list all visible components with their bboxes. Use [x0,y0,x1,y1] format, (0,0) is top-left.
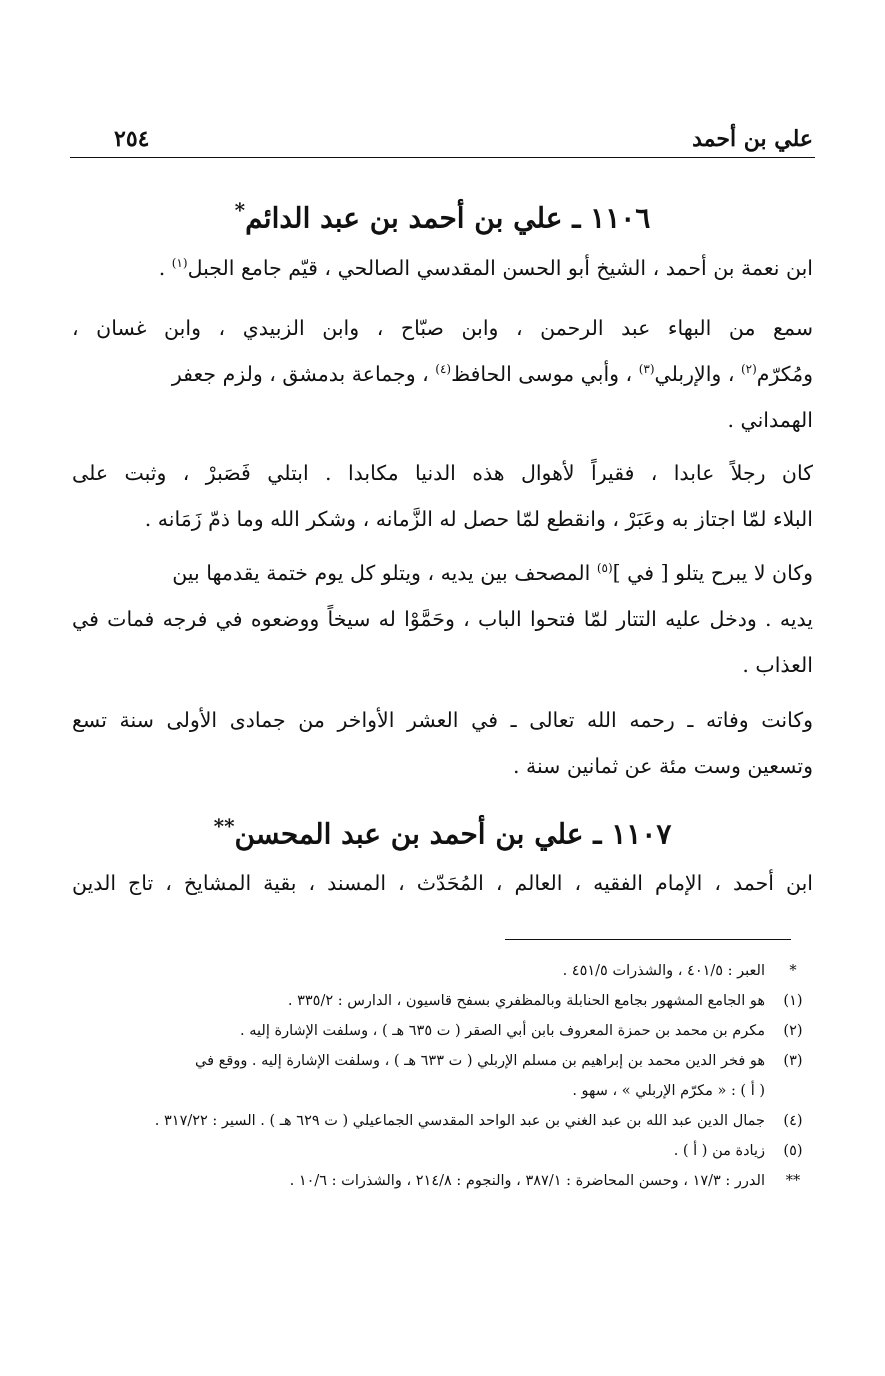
paragraph-line: البلاء لمّا اجتاز به وعَبَرْ ، وانقطع لمّا حصل له الزَّمانه ، وشكر الله وما ذمّ زَمَانه . [144,507,813,531]
footnote-text: جمال الدين عبد الله بن عبد الغني بن عبد الواحد المقدسي الجماعيلي ( ت ٦٢٩ هـ ) . السير : ٣١٧/٢٢ . [154,1113,765,1129]
line-text: وكان لا يبرح يتلو [ في ] [612,561,813,585]
entry-title-1107 [72,806,813,854]
footnote-ref: (٢) [740,362,757,377]
footnote-text: الدرر : ١٧/٣ ، وحسن المحاضرة : ٣٨٧/١ ، والنجوم : ٢١٤/٨ ، والشذرات : ١٠/٦ . [289,1173,765,1189]
paragraph-line: وتسعين وست مئة عن ثمانين سنة . [512,754,813,778]
line-text: ، وأبي موسى الحافظ [451,362,639,386]
entry-title-text: ١١٠٧ ـ علي بن أحمد بن عبد المحسن [234,817,672,851]
footnote-key: (٥) [783,1143,803,1159]
footnote-ref: (٣) [638,362,655,377]
entry-title-1106 [72,190,813,238]
footnote-key: ** [785,1173,801,1189]
paragraph-line [72,550,813,596]
paragraph-1107-intro [72,860,813,906]
footnotes [72,956,813,1196]
entry-title-text: ١١٠٦ ـ علي بن أحمد بن عبد الدائم [245,201,651,235]
paragraph-death-date [72,697,813,789]
footnote [72,956,813,986]
entry-title-mark: ** [213,814,235,838]
footnote [72,1166,813,1196]
footnote-key: (٤) [783,1113,803,1129]
footnote-ref: (٥) [596,561,613,576]
paragraph-line: ابن أحمد ، الإمام الفقيه ، العالم ، المُحَدّث ، المسند ، بقية المشايخ ، تاج الدين [72,871,813,895]
line-text: ابن نعمة بن أحمد ، الشيخ أبو الحسن المقدسي الصالحي ، قيّم جامع الجبل [187,256,813,280]
footnote-key: (٣) [783,1053,803,1069]
footnote [72,1016,813,1046]
line-text: ومُكرّم [756,362,813,386]
footnote [72,1106,813,1136]
line-text: . [158,256,172,280]
paragraph-death-account [72,550,813,688]
footnote-text: هو فخر الدين محمد بن إبراهيم بن مسلم الإربلي ( ت ٦٣٣ هـ ) ، وسلفت الإشارة إليه . ووقع في [195,1053,765,1069]
paragraph-line: كان رجلاً عابدا ، فقيراً لأهوال هذه الدنيا مكابدا . ابتلي فَصَبرْ ، وثبت على [72,461,813,485]
footnote-ref: (٤) [435,362,452,377]
footnote-key: * [789,963,797,979]
line-text: ، والإربلي [654,362,741,386]
paragraph-line [72,351,813,397]
footnote-continuation [72,1076,813,1106]
footnote-key: (١) [783,993,803,1009]
paragraph-line [72,245,813,291]
entry-title-mark: * [234,198,246,222]
paragraph-line: يديه . ودخل عليه التتار لمّا فتحوا الباب ، وحَمَّوْا له سيخاً ووضعوه في فرجه فمات في [72,607,813,631]
line-text: ، وجماعة بدمشق ، ولزم جعفر [171,362,436,386]
footnote-text: ( أ ) : « مكرّم الإربلي » ، سهو . [572,1083,765,1099]
paragraph-teachers [72,305,813,443]
running-title: علي بن أحمد [692,126,813,152]
footnote-text: العبر : ٤٠١/٥ ، والشذرات ٤٥١/٥ . [562,963,765,979]
footnote-text: زيادة من ( أ ) . [673,1143,765,1159]
page-number: ٢٥٤ [114,126,150,152]
paragraph-line: سمع من البهاء عبد الرحمن ، وابن صبّاح ، وابن الزبيدي ، وابن غسان ، [72,316,813,340]
paragraph-intro [72,245,813,291]
footnote-text: هو الجامع المشهور بجامع الحنابلة وبالمظفري بسفح قاسيون ، الدارس : ٣٣٥/٢ . [287,993,765,1009]
footnote-rule [505,939,791,940]
paragraph-line: الهمداني . [727,408,813,432]
header-rule [70,157,815,158]
paragraph-character [72,450,813,542]
paragraph-line: وكانت وفاته ـ رحمه الله تعالى ـ في العشر الأواخر من جمادى الأولى سنة تسع [72,708,813,732]
footnote [72,986,813,1016]
paragraph-line: العذاب . [742,653,813,677]
footnote [72,1046,813,1076]
running-header [72,124,813,158]
footnote-ref: (١) [171,256,188,271]
footnote-key: (٢) [783,1023,803,1039]
line-text: المصحف بين يديه ، ويتلو كل يوم ختمة يقدمها بين [172,561,597,585]
footnote [72,1136,813,1166]
footnote-text: مكرم بن محمد بن حمزة المعروف بابن أبي الصقر ( ت ٦٣٥ هـ ) ، وسلفت الإشارة إليه . [240,1023,765,1039]
